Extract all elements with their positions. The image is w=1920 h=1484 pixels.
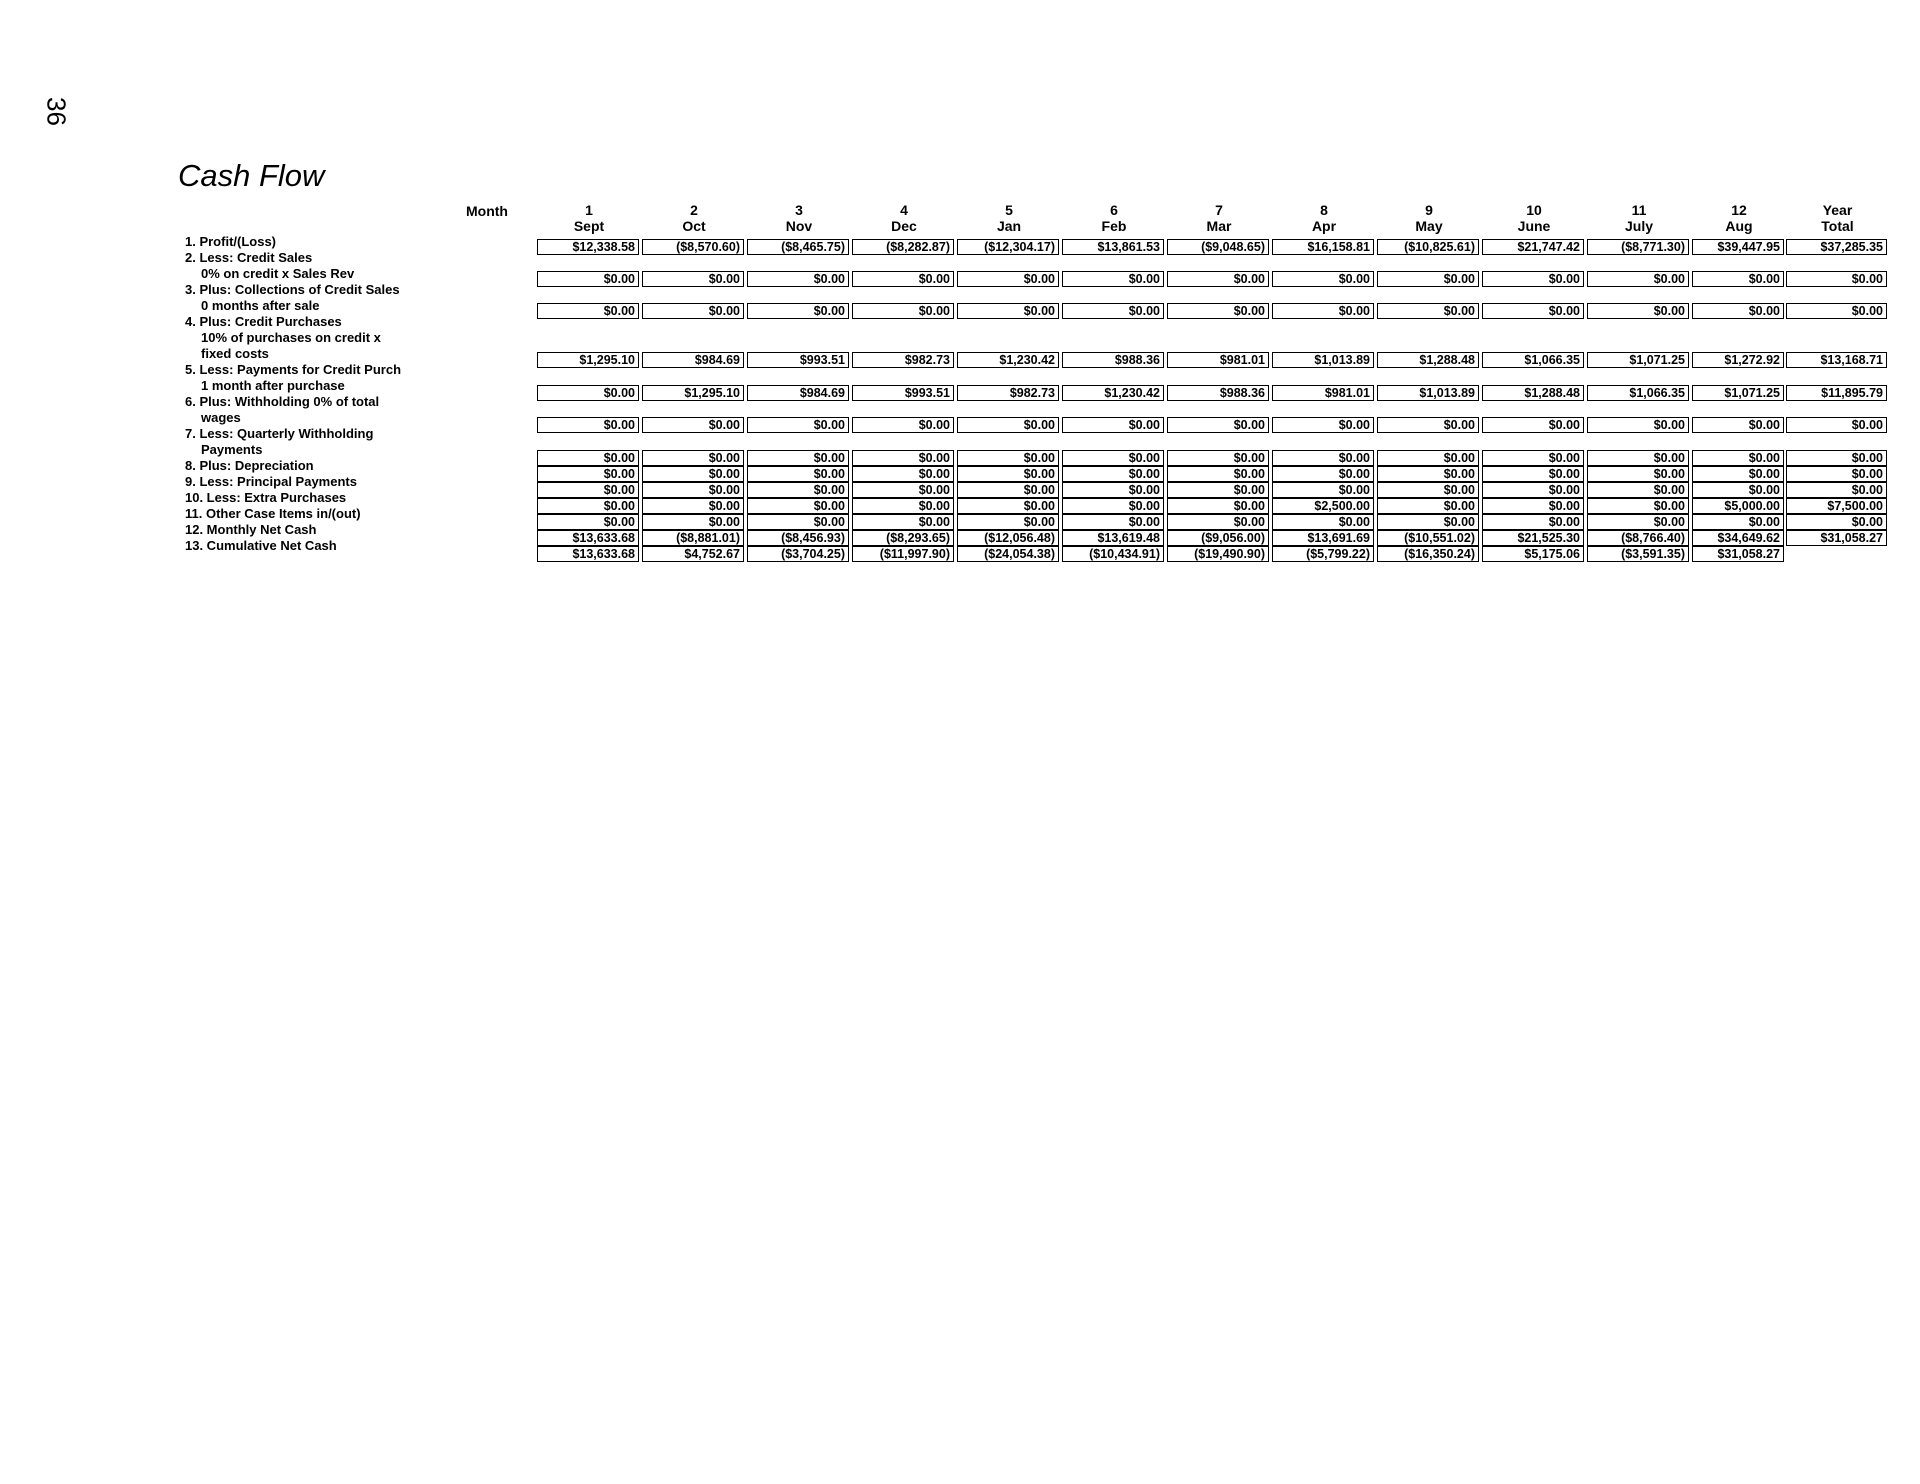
table-cell: $0.00 xyxy=(1062,271,1164,287)
row-label: 10% of purchases on credit x xyxy=(201,330,381,345)
table-cell: $0.00 xyxy=(1786,466,1887,482)
table-cell: $1,013.89 xyxy=(1377,385,1479,401)
table-cell: $11,895.79 xyxy=(1786,385,1887,401)
row-label: 13. Cumulative Net Cash xyxy=(185,538,337,553)
table-cell: $0.00 xyxy=(852,466,954,482)
table-cell: $0.00 xyxy=(1482,482,1584,498)
table-cell: ($8,465.75) xyxy=(747,239,849,255)
row-label: Payments xyxy=(201,442,263,457)
table-cell: $0.00 xyxy=(1167,466,1269,482)
table-cell: $5,175.06 xyxy=(1482,546,1584,562)
table-cell: $1,013.89 xyxy=(1272,352,1374,368)
table-cell: $0.00 xyxy=(1167,514,1269,530)
table-cell: ($10,825.61) xyxy=(1377,239,1479,255)
table-cell: $0.00 xyxy=(1377,482,1479,498)
table-cell: $0.00 xyxy=(1377,303,1479,319)
column-header xyxy=(642,202,746,234)
table-cell: ($8,881.01) xyxy=(642,530,744,546)
table-cell: $13,691.69 xyxy=(1272,530,1374,546)
table-cell: $988.36 xyxy=(1062,352,1164,368)
table-cell: $0.00 xyxy=(1692,466,1784,482)
table-cell: $0.00 xyxy=(1692,303,1784,319)
table-cell: $0.00 xyxy=(537,482,639,498)
table-cell: $0.00 xyxy=(642,466,744,482)
table-cell: $984.69 xyxy=(747,385,849,401)
column-name: July xyxy=(1624,218,1653,234)
row-label: 12. Monthly Net Cash xyxy=(185,522,317,537)
table-cell: $0.00 xyxy=(1272,271,1374,287)
table-cell: $0.00 xyxy=(1692,450,1784,466)
table-cell: $0.00 xyxy=(852,498,954,514)
table-cell: $0.00 xyxy=(957,482,1059,498)
table-cell: ($12,304.17) xyxy=(957,239,1059,255)
table-cell: $0.00 xyxy=(747,450,849,466)
column-number: 7 xyxy=(1215,202,1223,218)
table-cell: $1,071.25 xyxy=(1692,385,1784,401)
table-cell: $0.00 xyxy=(1786,417,1887,433)
row-label: 3. Plus: Collections of Credit Sales xyxy=(185,282,400,297)
table-cell: $37,285.35 xyxy=(1786,239,1887,255)
row-label: 0% on credit x Sales Rev xyxy=(201,266,355,281)
table-cell: $0.00 xyxy=(1062,417,1164,433)
table-cell: $0.00 xyxy=(1587,450,1689,466)
table-cell: $0.00 xyxy=(852,514,954,530)
table-cell: ($9,048.65) xyxy=(1167,239,1269,255)
column-name: Nov xyxy=(785,218,813,234)
table-cell: $0.00 xyxy=(1062,498,1164,514)
table-cell: $0.00 xyxy=(537,417,639,433)
table-cell: $0.00 xyxy=(747,271,849,287)
table-cell: $0.00 xyxy=(1377,466,1479,482)
table-cell: $21,525.30 xyxy=(1482,530,1584,546)
row-label: 5. Less: Payments for Credit Purch xyxy=(185,362,402,377)
table-cell: $13,619.48 xyxy=(1062,530,1164,546)
column-header xyxy=(1062,202,1166,234)
row-label: 1 month after purchase xyxy=(201,378,345,393)
table-cell: $1,071.25 xyxy=(1587,352,1689,368)
column-number: 9 xyxy=(1425,202,1433,218)
table-cell: $0.00 xyxy=(1272,303,1374,319)
table-cell: $0.00 xyxy=(957,466,1059,482)
table-cell: $5,000.00 xyxy=(1692,498,1784,514)
table-cell: $0.00 xyxy=(747,514,849,530)
table-cell: ($11,997.90) xyxy=(852,546,954,562)
column-header xyxy=(537,202,641,234)
table-cell: $0.00 xyxy=(1587,514,1689,530)
table-cell: $1,066.35 xyxy=(1587,385,1689,401)
table-cell: $0.00 xyxy=(537,271,639,287)
column-name: Sept xyxy=(573,218,605,234)
table-cell: $0.00 xyxy=(1482,303,1584,319)
table-cell: $0.00 xyxy=(1786,271,1887,287)
table-cell: $13,633.68 xyxy=(537,546,639,562)
column-number: 6 xyxy=(1110,202,1118,218)
table-cell: $13,168.71 xyxy=(1786,352,1887,368)
row-label: 6. Plus: Withholding 0% of total xyxy=(185,394,380,409)
table-cell: $0.00 xyxy=(747,466,849,482)
column-number: 8 xyxy=(1320,202,1328,218)
table-cell: $0.00 xyxy=(957,417,1059,433)
row-label: 7. Less: Quarterly Withholding xyxy=(185,426,374,441)
column-number: 3 xyxy=(795,202,803,218)
table-cell: $993.51 xyxy=(852,385,954,401)
table-cell: $0.00 xyxy=(747,498,849,514)
table-cell: $0.00 xyxy=(642,417,744,433)
table-cell: $0.00 xyxy=(642,482,744,498)
column-header xyxy=(1687,202,1791,234)
row-label: 8. Plus: Depreciation xyxy=(185,458,314,473)
column-name: June xyxy=(1517,218,1551,234)
table-cell: $1,295.10 xyxy=(537,352,639,368)
row-label: 9. Less: Principal Payments xyxy=(185,474,357,489)
table-cell: $0.00 xyxy=(642,271,744,287)
column-number: 10 xyxy=(1526,202,1542,218)
column-number: 1 xyxy=(585,202,593,218)
table-cell: $0.00 xyxy=(1482,498,1584,514)
table-cell: $0.00 xyxy=(1167,271,1269,287)
table-cell: $0.00 xyxy=(1167,450,1269,466)
table-cell: ($5,799.22) xyxy=(1272,546,1374,562)
column-header-row xyxy=(0,202,1920,236)
table-cell: ($8,293.65) xyxy=(852,530,954,546)
table-cell: $0.00 xyxy=(747,303,849,319)
table-cell: $0.00 xyxy=(1377,514,1479,530)
table-cell: $0.00 xyxy=(1482,450,1584,466)
table-cell: $0.00 xyxy=(1377,498,1479,514)
table-cell: $12,338.58 xyxy=(537,239,639,255)
table-cell: $21,747.42 xyxy=(1482,239,1584,255)
table-cell: $1,066.35 xyxy=(1482,352,1584,368)
table-cell: ($9,056.00) xyxy=(1167,530,1269,546)
table-cell: $0.00 xyxy=(1587,482,1689,498)
table-cell: $2,500.00 xyxy=(1272,498,1374,514)
table-cell: $0.00 xyxy=(1272,514,1374,530)
table-cell: $0.00 xyxy=(642,303,744,319)
table-cell: $0.00 xyxy=(1167,303,1269,319)
table-cell: ($8,456.93) xyxy=(747,530,849,546)
table-cell: $0.00 xyxy=(852,303,954,319)
table-cell: $0.00 xyxy=(1692,271,1784,287)
column-name: Aug xyxy=(1725,218,1753,234)
column-header xyxy=(1482,202,1586,234)
column-number: Year xyxy=(1822,202,1853,218)
table-cell: ($24,054.38) xyxy=(957,546,1059,562)
table-cell: $0.00 xyxy=(1167,417,1269,433)
table-cell: $0.00 xyxy=(852,417,954,433)
table-cell: $0.00 xyxy=(537,303,639,319)
table-cell: $0.00 xyxy=(957,303,1059,319)
row-label: 4. Plus: Credit Purchases xyxy=(185,314,342,329)
table-cell: $0.00 xyxy=(1587,303,1689,319)
column-header xyxy=(1167,202,1271,234)
table-cell: $0.00 xyxy=(957,271,1059,287)
table-cell: $0.00 xyxy=(642,498,744,514)
table-cell: $981.01 xyxy=(1272,385,1374,401)
table-cell: $1,288.48 xyxy=(1482,385,1584,401)
column-header xyxy=(852,202,956,234)
column-name: Feb xyxy=(1101,218,1127,234)
table-cell: ($3,704.25) xyxy=(747,546,849,562)
column-name: Oct xyxy=(682,218,706,234)
table-cell: $982.73 xyxy=(957,385,1059,401)
table-cell: $0.00 xyxy=(1062,450,1164,466)
table-cell: $0.00 xyxy=(1167,498,1269,514)
column-name: Apr xyxy=(1311,218,1337,234)
table-cell: $0.00 xyxy=(1692,417,1784,433)
table-cell: $0.00 xyxy=(1272,482,1374,498)
column-number: 5 xyxy=(1005,202,1013,218)
table-cell: $0.00 xyxy=(852,450,954,466)
page-title: Cash Flow xyxy=(178,158,325,193)
row-label: 10. Less: Extra Purchases xyxy=(185,490,347,505)
table-cell: $0.00 xyxy=(1482,514,1584,530)
table-cell: $1,295.10 xyxy=(642,385,744,401)
table-cell: $0.00 xyxy=(1062,466,1164,482)
table-cell: ($19,490.90) xyxy=(1167,546,1269,562)
table-cell: $0.00 xyxy=(1587,417,1689,433)
table-cell: $0.00 xyxy=(1692,514,1784,530)
column-number: 11 xyxy=(1631,202,1647,218)
table-cell: $0.00 xyxy=(1587,271,1689,287)
table-cell: $13,633.68 xyxy=(537,530,639,546)
table-cell: $0.00 xyxy=(1272,417,1374,433)
column-name: Mar xyxy=(1206,218,1232,234)
column-header xyxy=(1786,202,1890,234)
table-cell: $31,058.27 xyxy=(1786,530,1887,546)
table-cell: $7,500.00 xyxy=(1786,498,1887,514)
table-cell: ($12,056.48) xyxy=(957,530,1059,546)
row-label: 2. Less: Credit Sales xyxy=(185,250,313,265)
month-label: Month xyxy=(466,203,508,219)
table-cell: ($8,771.30) xyxy=(1587,239,1689,255)
table-cell: $0.00 xyxy=(642,514,744,530)
table-cell: $31,058.27 xyxy=(1692,546,1784,562)
table-cell: $1,272.92 xyxy=(1692,352,1784,368)
table-cell: $0.00 xyxy=(1167,482,1269,498)
table-cell: $0.00 xyxy=(1272,450,1374,466)
table-cell: $982.73 xyxy=(852,352,954,368)
column-number: 2 xyxy=(690,202,698,218)
table-cell: $13,861.53 xyxy=(1062,239,1164,255)
table-cell: $0.00 xyxy=(1482,466,1584,482)
table-cell: $0.00 xyxy=(957,514,1059,530)
table-cell: $0.00 xyxy=(1377,271,1479,287)
column-header xyxy=(1377,202,1481,234)
table-cell: $0.00 xyxy=(537,514,639,530)
column-name: May xyxy=(1415,218,1443,234)
table-cell: $0.00 xyxy=(1062,482,1164,498)
column-header xyxy=(957,202,1061,234)
table-cell: $0.00 xyxy=(1377,417,1479,433)
table-cell: $0.00 xyxy=(1786,514,1887,530)
table-cell: $0.00 xyxy=(1786,303,1887,319)
column-name: Dec xyxy=(891,218,917,234)
table-cell: $16,158.81 xyxy=(1272,239,1374,255)
table-cell: $4,752.67 xyxy=(642,546,744,562)
column-name: Jan xyxy=(996,218,1022,234)
table-cell: $0.00 xyxy=(1786,482,1887,498)
column-header xyxy=(1272,202,1376,234)
column-name: Total xyxy=(1821,218,1854,234)
row-label: 0 months after sale xyxy=(201,298,320,313)
column-number: 4 xyxy=(900,202,908,218)
table-cell: $0.00 xyxy=(1482,271,1584,287)
table-cell: $0.00 xyxy=(747,482,849,498)
table-cell: $0.00 xyxy=(1272,466,1374,482)
table-cell: $1,230.42 xyxy=(1062,385,1164,401)
table-cell: $0.00 xyxy=(747,417,849,433)
column-header xyxy=(747,202,851,234)
table-cell: $0.00 xyxy=(1062,514,1164,530)
table-cell: $0.00 xyxy=(537,498,639,514)
table-cell: $0.00 xyxy=(1587,498,1689,514)
table-cell: $1,230.42 xyxy=(957,352,1059,368)
column-header xyxy=(1587,202,1691,234)
table-cell: $0.00 xyxy=(537,466,639,482)
table-cell: $988.36 xyxy=(1167,385,1269,401)
table-cell: $0.00 xyxy=(852,271,954,287)
table-cell: $0.00 xyxy=(642,450,744,466)
table-cell: $984.69 xyxy=(642,352,744,368)
table-cell: $0.00 xyxy=(537,385,639,401)
table-cell: ($8,282.87) xyxy=(852,239,954,255)
row-label: wages xyxy=(201,410,241,425)
table-cell: ($16,350.24) xyxy=(1377,546,1479,562)
table-cell: $0.00 xyxy=(957,450,1059,466)
table-cell: $0.00 xyxy=(1062,303,1164,319)
table-cell: ($8,570.60) xyxy=(642,239,744,255)
column-number: 12 xyxy=(1731,202,1747,218)
row-label: fixed costs xyxy=(201,346,269,361)
table-cell: ($8,766.40) xyxy=(1587,530,1689,546)
table-cell: $0.00 xyxy=(852,482,954,498)
page-number: 36 xyxy=(41,97,72,126)
table-cell: ($3,591.35) xyxy=(1587,546,1689,562)
table-cell: $1,288.48 xyxy=(1377,352,1479,368)
table-cell: ($10,551.02) xyxy=(1377,530,1479,546)
table-cell: $981.01 xyxy=(1167,352,1269,368)
table-cell: $39,447.95 xyxy=(1692,239,1784,255)
row-label: 1. Profit/(Loss) xyxy=(185,234,277,249)
table-cell: $993.51 xyxy=(747,352,849,368)
table-cell: $0.00 xyxy=(537,450,639,466)
table-cell: ($10,434.91) xyxy=(1062,546,1164,562)
table-cell: $0.00 xyxy=(1786,450,1887,466)
table-cell: $0.00 xyxy=(1587,466,1689,482)
table-cell: $34,649.62 xyxy=(1692,530,1784,546)
table-cell: $0.00 xyxy=(1377,450,1479,466)
table-cell: $0.00 xyxy=(957,498,1059,514)
table-cell: $0.00 xyxy=(1692,482,1784,498)
table-cell: $0.00 xyxy=(1482,417,1584,433)
row-label: 11. Other Case Items in/(out) xyxy=(185,506,361,521)
